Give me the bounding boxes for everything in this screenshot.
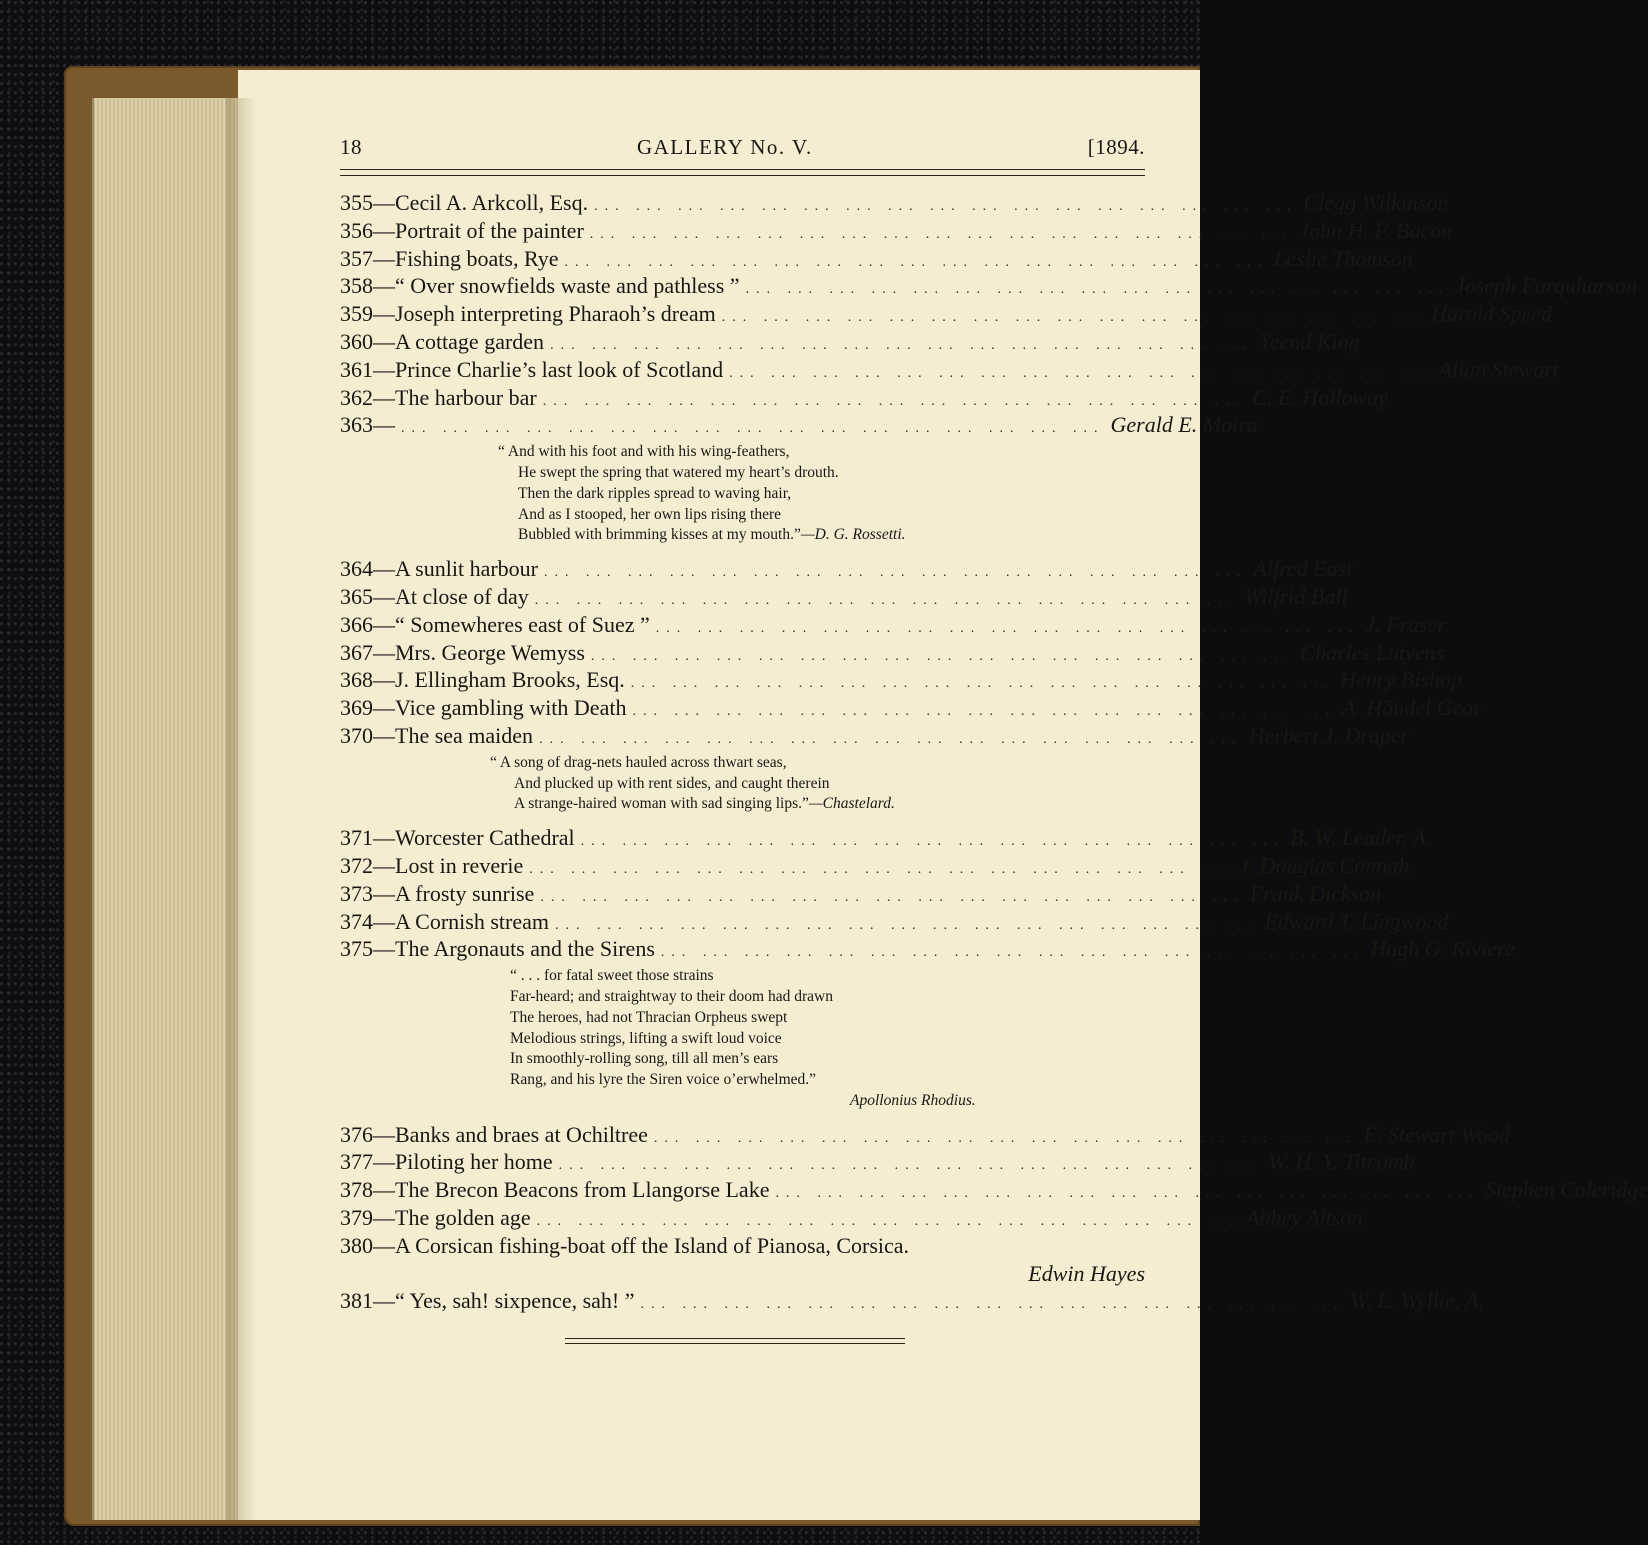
quote-line: “ And with his foot and with his wing-feathers, <box>498 443 790 461</box>
quote-line: “ A song of drag-nets hauled across thwart seas, <box>490 753 787 771</box>
catalogue-entry: 379—The golden age ... ... ... ... ... ... ... ... ... ... ... ... ... ... ... ... ... Abbey Altson <box>340 1205 1363 1231</box>
quote-line: He swept the spring that watered my heart’s drouth. <box>518 463 839 481</box>
catalogue-entry: 368—J. Ellingham Brooks, Esq. ... ... ... ... ... ... ... ... ... ... ... ... ... ... ... ... ... Henry Bishop <box>340 667 1462 693</box>
quote-line: In smoothly-rolling song, till all men’s ears <box>510 1050 779 1068</box>
catalogue-entry: 371—Worcester Cathedral ... ... ... ... ... ... ... ... ... ... ... ... ... ... ... ... ... B. W. Leader, A. <box>340 825 1432 851</box>
quote-line: The heroes, had not Thracian Orpheus swept <box>510 1008 788 1026</box>
entries-355-363 <box>340 190 1637 440</box>
catalogue-entry: 370—The sea maiden ... ... ... ... ... ... ... ... ... ... ... ... ... ... ... ... ... Herbert J. Draper <box>340 722 1410 748</box>
page-edges <box>92 98 242 1520</box>
catalogue-entry: 364—A sunlit harbour ... ... ... ... ... ... ... ... ... ... ... ... ... ... ... ... ... Alfred East <box>340 556 1353 582</box>
quote-source: —D. G. Rossetti. <box>800 526 906 544</box>
catalogue-entry: 375—The Argonauts and the Sirens ... ... ... ... ... ... ... ... ... ... ... ... ... ... ... ... ... Hugh G. Riviere <box>340 936 1515 962</box>
quote-line: “ . . . for fatal sweet those strains <box>510 967 714 985</box>
catalogue-entry: 363— ... ... ... ... ... ... ... ... ... ... ... ... ... ... ... ... ... Gerald E. Moira <box>340 412 1258 438</box>
quotation-chastelard <box>340 753 1145 815</box>
quote-line: A strange-haired woman with sad singing lips.”—Chastelard. <box>514 795 895 813</box>
gutter-shadow <box>226 98 256 1520</box>
entries-371-375 <box>340 825 1515 964</box>
quote-line: And plucked up with rent sides, and caught therein <box>514 774 830 792</box>
quote-line: Far-heard; and straightway to their doom had drawn <box>510 987 833 1005</box>
catalogue-entry: 378—The Brecon Beacons from Llangorse Lake ... ... ... ... ... ... ... ... ... ... ... ... ... ... ... ... ... Stephen Coleridge <box>340 1177 1648 1203</box>
quote-line: Then the dark ripples spread to waving hair, <box>518 484 792 502</box>
catalogue-entry: 380—A Corsican fishing-boat off the Island of Pianosa, Corsica. <box>340 1232 910 1258</box>
catalogue-entry: 355—Cecil A. Arkcoll, Esq. ... ... ... ... ... ... ... ... ... ... ... ... ... ... ... ... ... Clegg Wilkinson <box>340 190 1449 215</box>
running-header <box>340 135 1145 167</box>
catalogue-entry: 356—Portrait of the painter ... ... ... ... ... ... ... ... ... ... ... ... ... ... ... ... ... John H. F. Bacon <box>340 217 1453 243</box>
quote-line: And as I stooped, her own lips rising there <box>518 505 782 523</box>
quote-line: Rang, and his lyre the Siren voice o’erwhelmed.” <box>510 1071 817 1089</box>
catalogue-entry: 365—At close of day ... ... ... ... ... ... ... ... ... ... ... ... ... ... ... ... ... Wilfrid Ball <box>340 583 1348 609</box>
gallery-title: GALLERY No. V. <box>636 135 813 159</box>
quote-source: Apollonius Rhodius. <box>850 1091 976 1109</box>
catalogue-entry: 374—A Cornish stream ... ... ... ... ... ... ... ... ... ... ... ... ... ... ... ... ... Edward T. Lingwood <box>340 908 1449 934</box>
catalogue-entry: 381—“ Yes, sah! sixpence, sah! ” ... ... ... ... ... ... ... ... ... ... ... ... ... ... ... ... ... W. L. Wyllie, A. <box>340 1288 1485 1314</box>
catalogue-entry: 373—A frosty sunrise ... ... ... ... ... ... ... ... ... ... ... ... ... ... ... ... ... Frank Dickson <box>340 880 1382 906</box>
year: [1894. <box>1087 135 1145 159</box>
catalogue-entry: 362—The harbour bar ... ... ... ... ... ... ... ... ... ... ... ... ... ... ... ... ... C. E. Holloway <box>340 384 1388 410</box>
catalogue-entry: 357—Fishing boats, Rye ... ... ... ... ... ... ... ... ... ... ... ... ... ... ... ... ... Leslie Thomson <box>340 245 1413 271</box>
entries-364-370 <box>340 556 1482 751</box>
catalogue-entry: 360—A cottage garden ... ... ... ... ... ... ... ... ... ... ... ... ... ... ... ... ... Yeend King <box>340 328 1360 354</box>
quote-line: Melodious strings, lifting a swift loud voice <box>510 1029 782 1047</box>
catalogue-entry: 366—“ Somewheres east of Suez ” ... ... ... ... ... ... ... ... ... ... ... ... ... ... ... ... ... J. Fraser <box>340 611 1446 637</box>
catalogue-entry: 359—Joseph interpreting Pharaoh’s dream ... ... ... ... ... ... ... ... ... ... ... ... ... ... ... ... ... Harold Speed <box>340 301 1553 327</box>
entries-376-381 <box>340 1121 1648 1317</box>
catalogue-entry: 369—Vice gambling with Death ... ... ... ... ... ... ... ... ... ... ... ... ... ... ... ... ... A. Händel Gear <box>340 695 1482 721</box>
quote-source: —Chastelard. <box>808 795 895 813</box>
quotation-rossetti <box>340 442 1145 546</box>
quotation-apollonius <box>340 966 1145 1112</box>
catalogue-entry: 367—Mrs. George Wemyss ... ... ... ... ... ... ... ... ... ... ... ... ... ... ... ... ... Charles Lutyens <box>340 639 1445 665</box>
page-number: 18 <box>340 135 362 159</box>
header-rule <box>340 169 1145 176</box>
closing-rule <box>565 1338 905 1344</box>
page-text <box>340 135 1648 1365</box>
catalogue-entry: 372—Lost in reverie ... ... ... ... ... ... ... ... ... ... ... ... ... ... ... ... ... J. Douglas Connah <box>340 852 1410 878</box>
catalogue-entry: 361—Prince Charlie’s last look of Scotland ... ... ... ... ... ... ... ... ... ... ... ... ... ... ... ... ... Allan Stewart <box>340 356 1559 382</box>
entry-artist: Edwin Hayes <box>1028 1260 1145 1286</box>
quote-line: Bubbled with brimming kisses at my mouth.”—D. G. Rossetti. <box>518 526 906 544</box>
catalogue-entry: 358—“ Over snowfields waste and pathless ” ... ... ... ... ... ... ... ... ... ... ... ... ... ... ... ... ... Joseph Farquharson <box>340 273 1637 299</box>
catalogue-entry: 377—Piloting her home ... ... ... ... ... ... ... ... ... ... ... ... ... ... ... ... ... W. H. Y. Titcomb <box>340 1149 1415 1175</box>
catalogue-entry: 376—Banks and braes at Ochiltree ... ... ... ... ... ... ... ... ... ... ... ... ... ... ... ... ... E. Stewart Wood <box>340 1121 1510 1147</box>
